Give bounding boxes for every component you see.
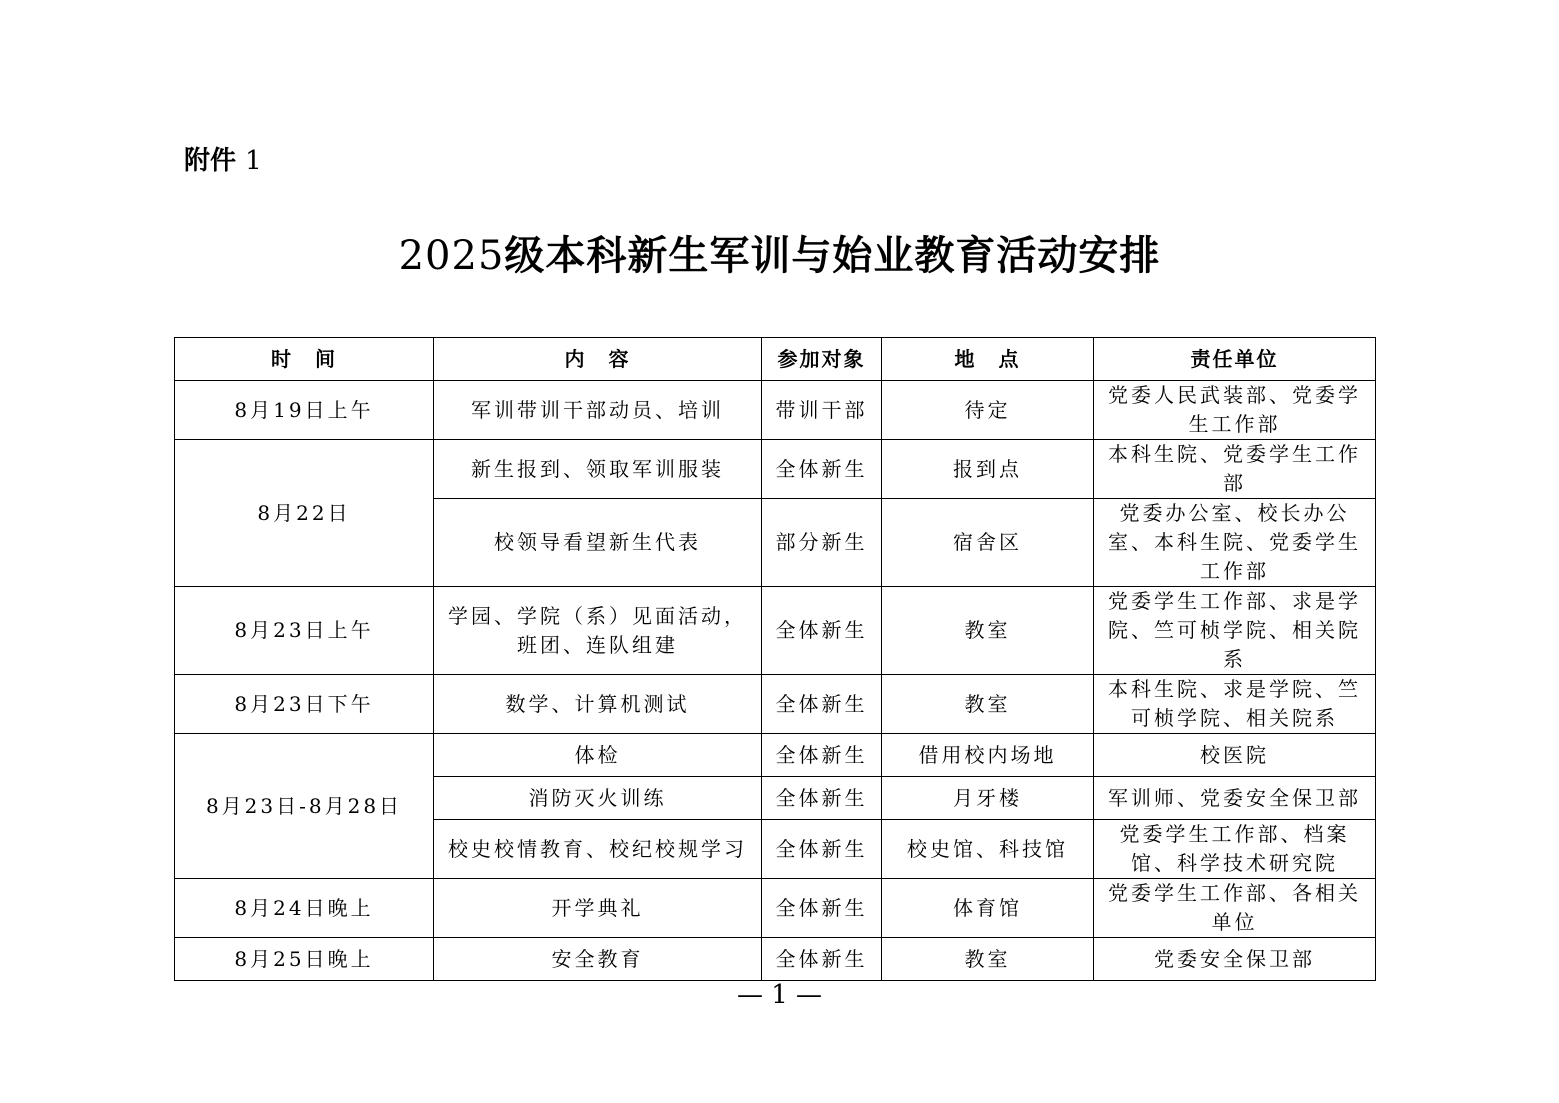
header-unit: 责任单位 (1094, 338, 1376, 381)
cell-location: 教室 (882, 938, 1094, 981)
cell-participants: 全体新生 (762, 777, 882, 820)
page-number: — 1 — (736, 980, 823, 1010)
cell-unit: 本科生院、求是学院、竺可桢学院、相关院系 (1094, 675, 1376, 734)
cell-content: 体检 (434, 734, 762, 777)
cell-location: 宿舍区 (882, 499, 1094, 587)
cell-participants: 全体新生 (762, 879, 882, 938)
cell-location: 校史馆、科技馆 (882, 820, 1094, 879)
attachment-text: 附件 (184, 146, 237, 176)
cell-location: 月牙楼 (882, 777, 1094, 820)
table-row (175, 879, 1376, 938)
cell-participants: 全体新生 (762, 938, 882, 981)
cell-time: 8月23日下午 (175, 675, 434, 734)
cell-unit: 党委办公室、校长办公室、本科生院、党委学生工作部 (1094, 499, 1376, 587)
cell-participants: 部分新生 (762, 499, 882, 587)
cell-location: 体育馆 (882, 879, 1094, 938)
cell-content: 消防灭火训练 (434, 777, 762, 820)
cell-location: 报到点 (882, 440, 1094, 499)
cell-unit: 党委学生工作部、各相关单位 (1094, 879, 1376, 938)
cell-location: 借用校内场地 (882, 734, 1094, 777)
cell-unit: 军训师、党委安全保卫部 (1094, 777, 1376, 820)
cell-participants: 全体新生 (762, 734, 882, 777)
cell-unit: 本科生院、党委学生工作部 (1094, 440, 1376, 499)
table-header-row (175, 338, 1376, 381)
table-row (175, 734, 1376, 777)
cell-location: 待定 (882, 381, 1094, 440)
cell-location: 教室 (882, 675, 1094, 734)
cell-time: 8月24日晚上 (175, 879, 434, 938)
attachment-number: 1 (245, 146, 262, 176)
cell-time: 8月23日-8月28日 (175, 734, 434, 879)
table-row (175, 381, 1376, 440)
page-title (0, 226, 1559, 286)
header-content: 内 容 (434, 338, 762, 381)
cell-time: 8月19日上午 (175, 381, 434, 440)
cell-content: 军训带训干部动员、培训 (434, 381, 762, 440)
cell-unit: 党委学生工作部、求是学院、竺可桢学院、相关院系 (1094, 587, 1376, 675)
header-time: 时 间 (175, 338, 434, 381)
schedule-table (174, 337, 1376, 981)
cell-content: 校史校情教育、校纪校规学习 (434, 820, 762, 879)
cell-content: 校领导看望新生代表 (434, 499, 762, 587)
table-row (175, 938, 1376, 981)
cell-location: 教室 (882, 587, 1094, 675)
cell-time: 8月23日上午 (175, 587, 434, 675)
cell-content: 数学、计算机测试 (434, 675, 762, 734)
cell-unit: 党委安全保卫部 (1094, 938, 1376, 981)
cell-unit: 党委人民武装部、党委学生工作部 (1094, 381, 1376, 440)
cell-participants: 全体新生 (762, 440, 882, 499)
cell-content: 学园、学院（系）见面活动，班团、连队组建 (434, 587, 762, 675)
title-year: 2025 (398, 233, 505, 279)
cell-content: 开学典礼 (434, 879, 762, 938)
table-row (175, 587, 1376, 675)
cell-time: 8月25日晚上 (175, 938, 434, 981)
cell-unit: 党委学生工作部、档案馆、科学技术研究院 (1094, 820, 1376, 879)
table-row (175, 675, 1376, 734)
header-location: 地 点 (882, 338, 1094, 381)
attachment-label (184, 142, 262, 180)
cell-participants: 全体新生 (762, 820, 882, 879)
header-participants: 参加对象 (762, 338, 882, 381)
table-row (175, 440, 1376, 499)
cell-content: 安全教育 (434, 938, 762, 981)
cell-unit: 校医院 (1094, 734, 1376, 777)
cell-participants: 全体新生 (762, 675, 882, 734)
cell-time: 8月22日 (175, 440, 434, 587)
cell-participants: 全体新生 (762, 587, 882, 675)
title-text: 级本科新生军训与始业教育活动安排 (504, 232, 1161, 279)
cell-participants: 带训干部 (762, 381, 882, 440)
cell-content: 新生报到、领取军训服装 (434, 440, 762, 499)
